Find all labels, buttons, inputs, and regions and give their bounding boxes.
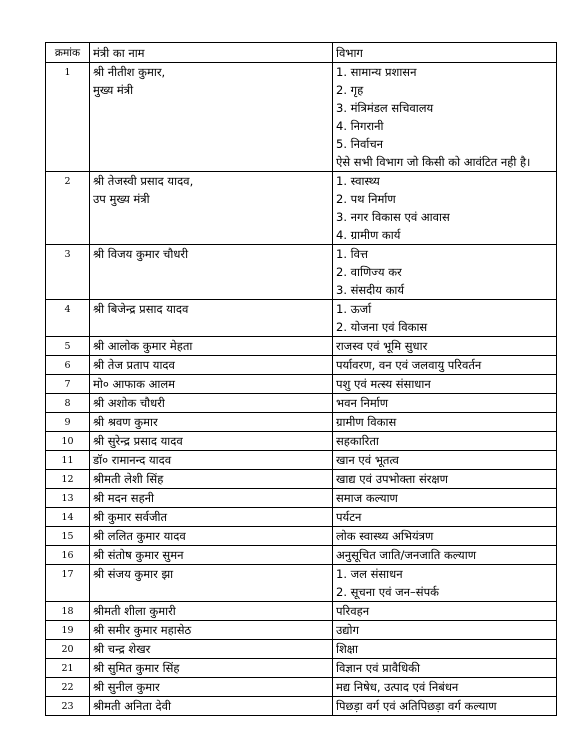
- serial-number-cell: 8: [46, 394, 90, 413]
- serial-number-cell: 1: [46, 63, 90, 172]
- table-row: [46, 300, 557, 337]
- serial-number-cell: 20: [46, 640, 90, 659]
- table-row: [46, 63, 557, 172]
- table-row: [46, 394, 557, 413]
- department-item: 1. स्वास्थ्य: [336, 174, 380, 188]
- department-cell: [333, 678, 557, 697]
- serial-number-cell: 22: [46, 678, 90, 697]
- minister-name: श्री विजय कुमार चौधरी: [93, 247, 189, 261]
- department-item: अनुसूचित जाति/जनजाति कल्याण: [336, 548, 477, 562]
- minister-name: श्री कुमार सर्वजीत: [93, 510, 168, 524]
- minister-name-cell: [90, 245, 333, 300]
- minister-name-cell: [90, 565, 333, 602]
- table-row: [46, 527, 557, 546]
- department-note: ऐसे सभी विभाग जो किसी को आवंटित नही है।: [336, 155, 531, 169]
- minister-name: श्री संजय कुमार झा: [93, 567, 174, 581]
- department-item: 2. पथ निर्माण: [336, 192, 396, 206]
- table-row: [46, 678, 557, 697]
- header-minister-name: मंत्री का नाम: [90, 43, 333, 63]
- department-cell: [333, 621, 557, 640]
- minister-name-cell: [90, 375, 333, 394]
- serial-number-cell: 23: [46, 697, 90, 716]
- department-item: परिवहन: [336, 604, 370, 618]
- header-serial-number: क्रमांक: [46, 43, 90, 63]
- department-cell: [333, 63, 557, 172]
- serial-number-cell: 15: [46, 527, 90, 546]
- department-item: 3. मंत्रिमंडल सचिवालय: [336, 101, 434, 115]
- department-cell: [333, 546, 557, 565]
- minister-name-cell: [90, 489, 333, 508]
- department-item: पिछड़ा वर्ग एवं अतिपिछड़ा वर्ग कल्याण: [336, 699, 497, 713]
- serial-number-cell: 10: [46, 432, 90, 451]
- table-row: [46, 621, 557, 640]
- table-row: [46, 489, 557, 508]
- table-row: [46, 508, 557, 527]
- department-item: पर्यावरण, वन एवं जलवायु परिवर्तन: [336, 358, 482, 372]
- table-row: [46, 546, 557, 565]
- department-cell: [333, 337, 557, 356]
- department-cell: [333, 356, 557, 375]
- table-row: [46, 337, 557, 356]
- minister-name: श्री आलोक कुमार मेहता: [93, 339, 193, 353]
- department-item: समाज कल्याण: [336, 491, 398, 505]
- department-item: खान एवं भूतत्व: [336, 453, 399, 467]
- department-cell: [333, 375, 557, 394]
- department-item: ग्रामीण विकास: [336, 415, 397, 429]
- table-row: [46, 356, 557, 375]
- serial-number-cell: 3: [46, 245, 90, 300]
- minister-name-cell: [90, 413, 333, 432]
- department-item: 5. निर्वाचन: [336, 137, 384, 151]
- department-item: उद्योग: [336, 623, 359, 637]
- serial-number-cell: 16: [46, 546, 90, 565]
- department-cell: [333, 489, 557, 508]
- department-item: सहकारिता: [336, 434, 379, 448]
- department-item: लोक स्वास्थ्य अभियंत्रण: [336, 529, 434, 543]
- minister-name-cell: [90, 470, 333, 489]
- table-header-row: [46, 43, 557, 63]
- serial-number-cell: 13: [46, 489, 90, 508]
- serial-number-cell: 2: [46, 172, 90, 245]
- department-item: 1. जल संसाधन: [336, 567, 403, 581]
- minister-name: डॉ० रामानन्द यादव: [93, 453, 172, 467]
- minister-name-cell: [90, 678, 333, 697]
- table-row: [46, 602, 557, 621]
- department-cell: [333, 432, 557, 451]
- department-item: खाद्य एवं उपभोक्ता संरक्षण: [336, 472, 448, 486]
- serial-number-cell: 7: [46, 375, 90, 394]
- minister-name-cell: [90, 451, 333, 470]
- department-cell: [333, 245, 557, 300]
- department-item: पशु एवं मत्स्य संसाधान: [336, 377, 431, 391]
- minister-name: श्रीमती शीला कुमारी: [93, 604, 176, 618]
- minister-name: श्री तेजस्वी प्रसाद यादव,: [93, 174, 194, 188]
- department-cell: [333, 697, 557, 716]
- department-item: 1. ऊर्जा: [336, 302, 372, 316]
- department-item: 1. वित्त: [336, 247, 368, 261]
- minister-name-cell: [90, 63, 333, 172]
- minister-name-cell: [90, 621, 333, 640]
- department-cell: [333, 640, 557, 659]
- serial-number-cell: 17: [46, 565, 90, 602]
- department-item: 2. वाणिज्य कर: [336, 265, 402, 279]
- minister-name-cell: [90, 602, 333, 621]
- table-row: [46, 470, 557, 489]
- department-cell: [333, 565, 557, 602]
- minister-name-cell: [90, 172, 333, 245]
- table-row: [46, 413, 557, 432]
- table-row: [46, 565, 557, 602]
- minister-name-cell: [90, 697, 333, 716]
- minister-portfolio-table: [45, 42, 557, 716]
- department-item: शिक्षा: [336, 642, 359, 656]
- minister-name-cell: [90, 546, 333, 565]
- department-item: 2. सूचना एवं जन–संपर्क: [336, 585, 439, 599]
- department-cell: [333, 172, 557, 245]
- department-cell: [333, 470, 557, 489]
- department-cell: [333, 413, 557, 432]
- header-department: विभाग: [333, 43, 557, 63]
- minister-name: श्री सुमित कुमार सिंह: [93, 661, 180, 675]
- minister-name: श्री बिजेन्द्र प्रसाद यादव: [93, 302, 189, 316]
- serial-number-cell: 19: [46, 621, 90, 640]
- department-item: 1. सामान्य प्रशासन: [336, 65, 417, 79]
- department-cell: [333, 508, 557, 527]
- serial-number-cell: 6: [46, 356, 90, 375]
- department-cell: [333, 659, 557, 678]
- table-row: [46, 172, 557, 245]
- minister-name-cell: [90, 527, 333, 546]
- department-item: मद्य निषेध, उत्पाद एवं निबंधन: [336, 680, 459, 694]
- minister-name: श्री संतोष कुमार सुमन: [93, 548, 184, 562]
- minister-designation: उप मुख्य मंत्री: [93, 192, 150, 206]
- minister-name: श्री नीतीश कुमार,: [93, 65, 166, 79]
- minister-name-cell: [90, 508, 333, 527]
- department-item: 3. संसदीय कार्य: [336, 283, 405, 297]
- department-item: 3. नगर विकास एवं आवास: [336, 210, 450, 224]
- minister-designation: मुख्य मंत्री: [93, 83, 134, 97]
- table-row: [46, 375, 557, 394]
- minister-name: श्रीमती अनिता देवी: [93, 699, 172, 713]
- serial-number-cell: 5: [46, 337, 90, 356]
- serial-number-cell: 14: [46, 508, 90, 527]
- serial-number-cell: 11: [46, 451, 90, 470]
- department-cell: [333, 451, 557, 470]
- department-cell: [333, 300, 557, 337]
- minister-name: श्री तेज प्रताप यादव: [93, 358, 175, 372]
- minister-name: श्री सुरेन्द्र प्रसाद यादव: [93, 434, 183, 448]
- department-item: पर्यटन: [336, 510, 362, 524]
- department-item: राजस्व एवं भूमि सुधार: [336, 339, 428, 353]
- table-row: [46, 659, 557, 678]
- minister-name-cell: [90, 356, 333, 375]
- serial-number-cell: 9: [46, 413, 90, 432]
- serial-number-cell: 4: [46, 300, 90, 337]
- table-row: [46, 451, 557, 470]
- serial-number-cell: 12: [46, 470, 90, 489]
- minister-name: श्री समीर कुमार महासेठ: [93, 623, 192, 637]
- department-item: 2. गृह: [336, 83, 364, 97]
- minister-name: श्री चन्द्र शेखर: [93, 642, 151, 656]
- minister-name-cell: [90, 659, 333, 678]
- minister-name-cell: [90, 300, 333, 337]
- minister-name: मो० आफाक आलम: [93, 377, 176, 391]
- minister-name-cell: [90, 394, 333, 413]
- minister-name: श्री श्रवण कुमार: [93, 415, 158, 429]
- minister-name: श्री मदन सहनी: [93, 491, 155, 505]
- table-body: [46, 63, 557, 716]
- department-item: भवन निर्माण: [336, 396, 389, 410]
- table-row: [46, 697, 557, 716]
- department-item: 2. योजना एवं विकास: [336, 320, 428, 334]
- department-item: 4. ग्रामीण कार्य: [336, 228, 401, 242]
- minister-name: श्री सुनील कुमार: [93, 680, 160, 694]
- department-item: 4. निगरानी: [336, 119, 384, 133]
- department-cell: [333, 602, 557, 621]
- serial-number-cell: 18: [46, 602, 90, 621]
- department-item: विज्ञान एवं प्रावैधिकी: [336, 661, 420, 675]
- minister-name: श्रीमती लेशी सिंह: [93, 472, 164, 486]
- minister-name: श्री अशोक चौधरी: [93, 396, 165, 410]
- department-cell: [333, 527, 557, 546]
- serial-number-cell: 21: [46, 659, 90, 678]
- table-row: [46, 245, 557, 300]
- table-row: [46, 640, 557, 659]
- department-cell: [333, 394, 557, 413]
- minister-name-cell: [90, 337, 333, 356]
- minister-name-cell: [90, 640, 333, 659]
- portfolio-document: [45, 42, 556, 716]
- table-row: [46, 432, 557, 451]
- minister-name: श्री ललित कुमार यादव: [93, 529, 186, 543]
- minister-name-cell: [90, 432, 333, 451]
